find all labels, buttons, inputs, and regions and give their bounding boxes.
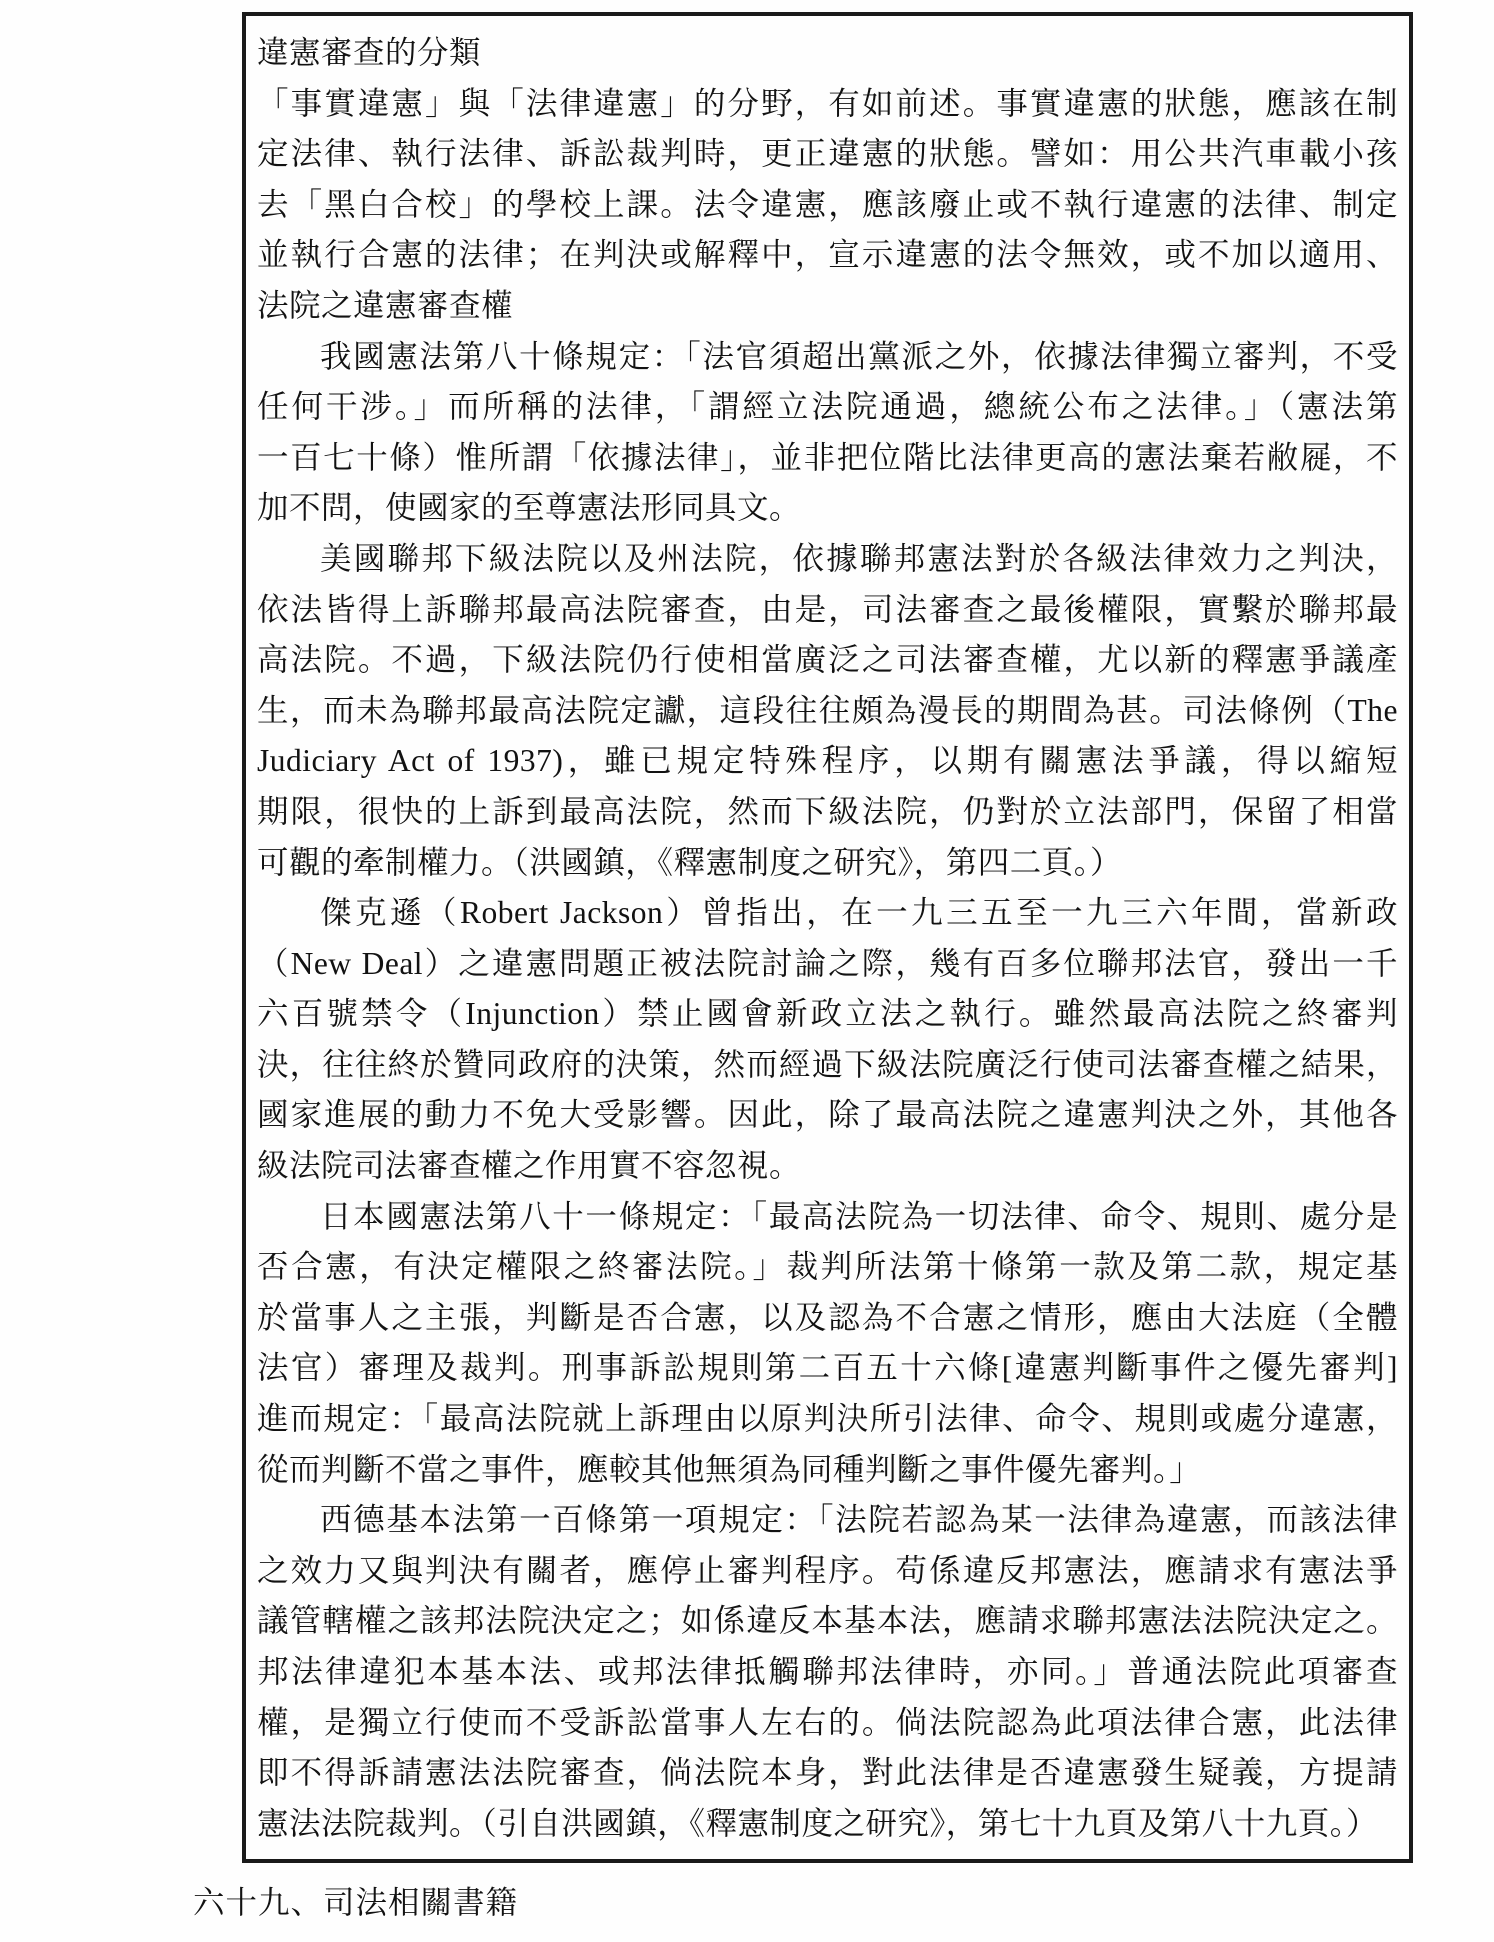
text-line: 於當事人之主張，判斷是否合憲，以及認為不合憲之情形，應由大法庭（全體	[257, 1299, 1398, 1335]
text-line: 高法院。不過，下級法院仍行使相當廣泛之司法審查權，尤以新的釋憲爭議產	[257, 642, 1398, 678]
text-line: 決，往往終於贊同政府的決策，然而經過下級法院廣泛行使司法審查權之結果，	[257, 1046, 1398, 1082]
text-line: 去「黑白合校」的學校上課。法令違憲，應該廢止或不執行違憲的法律、制定	[257, 186, 1398, 222]
text-border-box	[242, 12, 1413, 1863]
text-line: 議管轄權之該邦法院決定之；如係違反本基本法，應請求聯邦憲法法院決定之。	[257, 1603, 1398, 1639]
text-line: （New Deal）之違憲問題正被法院討論之際，幾有百多位聯邦法官，發出一千	[257, 945, 1398, 981]
text-line: 西德基本法第一百條第一項規定：「法院若認為某一法律為違憲，而該法律	[320, 1502, 1398, 1538]
text-line: 法院之違憲審查權	[257, 287, 514, 323]
text-line: 即不得訴請憲法法院審查，倘法院本身，對此法律是否違憲發生疑義，方提請	[257, 1755, 1398, 1791]
text-line: 依法皆得上訴聯邦最高法院審查，由是，司法審查之最後權限，實繫於聯邦最	[257, 591, 1398, 627]
text-line: Judiciary Act of 1937)，雖已規定特殊程序，以期有關憲法爭議，得以縮短	[257, 743, 1398, 779]
text-line: 否合憲，有決定權限之終審法院。」裁判所法第十條第一款及第二款，規定基	[257, 1249, 1398, 1285]
text-line: 級法院司法審查權之作用實不容忽視。	[257, 1148, 802, 1184]
text-line: 並執行合憲的法律；在判決或解釋中，宣示違憲的法令無效，或不加以適用、	[257, 237, 1398, 273]
text-line: 日本國憲法第八十一條規定：「最高法院為一切法律、命令、規則、處分是	[320, 1198, 1398, 1234]
text-line: 一百七十條）惟所謂「依據法律」，並非把位階比法律更高的憲法棄若敝屣，不	[257, 439, 1398, 475]
text-line: 傑克遜（Robert Jackson）曾指出，在一九三五至一九三六年間，當新政	[320, 895, 1398, 931]
text-line: 違憲審查的分類	[257, 35, 482, 70]
text-line: 任何干涉。」而所稱的法律，「謂經立法院通過，總統公布之法律。」（憲法第	[257, 389, 1398, 425]
text-line: 定法律、執行法律、訴訟裁判時，更正違憲的狀態。譬如：用公共汽車載小孩	[257, 136, 1398, 172]
body-text	[257, 28, 1398, 1849]
text-line: 可觀的牽制權力。（洪國鎮，《釋憲制度之研究》，第四二頁。）	[257, 844, 1123, 880]
text-line: 從而判斷不當之事件，應較其他無須為同種判斷之事件優先審判。」	[257, 1451, 1202, 1487]
text-line: 六百號禁令（Injunction）禁止國會新政立法之執行。雖然最高法院之終審判	[257, 996, 1398, 1032]
text-line: 國家進展的動力不免大受影響。因此，除了最高法院之違憲判決之外，其他各	[257, 1097, 1398, 1133]
text-line: 法官）審理及裁判。刑事訴訟規則第二百五十六條[違憲判斷事件之優先審判]	[257, 1350, 1398, 1386]
text-line: 我國憲法第八十條規定：「法官須超出黨派之外，依據法律獨立審判，不受	[320, 338, 1398, 374]
text-line: 加不問，使國家的至尊憲法形同具文。	[257, 490, 802, 526]
text-line: 生，而未為聯邦最高法院定讞，這段往往頗為漫長的期間為甚。司法條例（The	[257, 692, 1398, 728]
text-line: 權，是獨立行使而不受訴訟當事人左右的。倘法院認為此項法律合憲，此法律	[257, 1704, 1398, 1740]
text-line: 之效力又與判決有關者，應停止審判程序。苟係違反邦憲法，應請求有憲法爭	[257, 1552, 1398, 1588]
text-line: 期限，很快的上訴到最高法院，然而下級法院，仍對於立法部門，保留了相當	[257, 793, 1398, 829]
text-line: 進而規定：「最高法院就上訴理由以原判決所引法律、命令、規則或處分違憲，	[257, 1401, 1398, 1437]
footer-section-title: 六十九、司法相關書籍	[193, 1885, 519, 1920]
text-line: 邦法律違犯本基本法、或邦法律抵觸聯邦法律時，亦同。」普通法院此項審查	[257, 1654, 1398, 1689]
text-line: 憲法法院裁判。（引自洪國鎮，《釋憲制度之研究》，第七十九頁及第八十九頁。）	[257, 1805, 1379, 1841]
text-line: 「事實違憲」與「法律違憲」的分野，有如前述。事實違憲的狀態，應該在制	[257, 85, 1398, 121]
text-line: 美國聯邦下級法院以及州法院，依據聯邦憲法對於各級法律效力之判決，	[320, 540, 1398, 576]
